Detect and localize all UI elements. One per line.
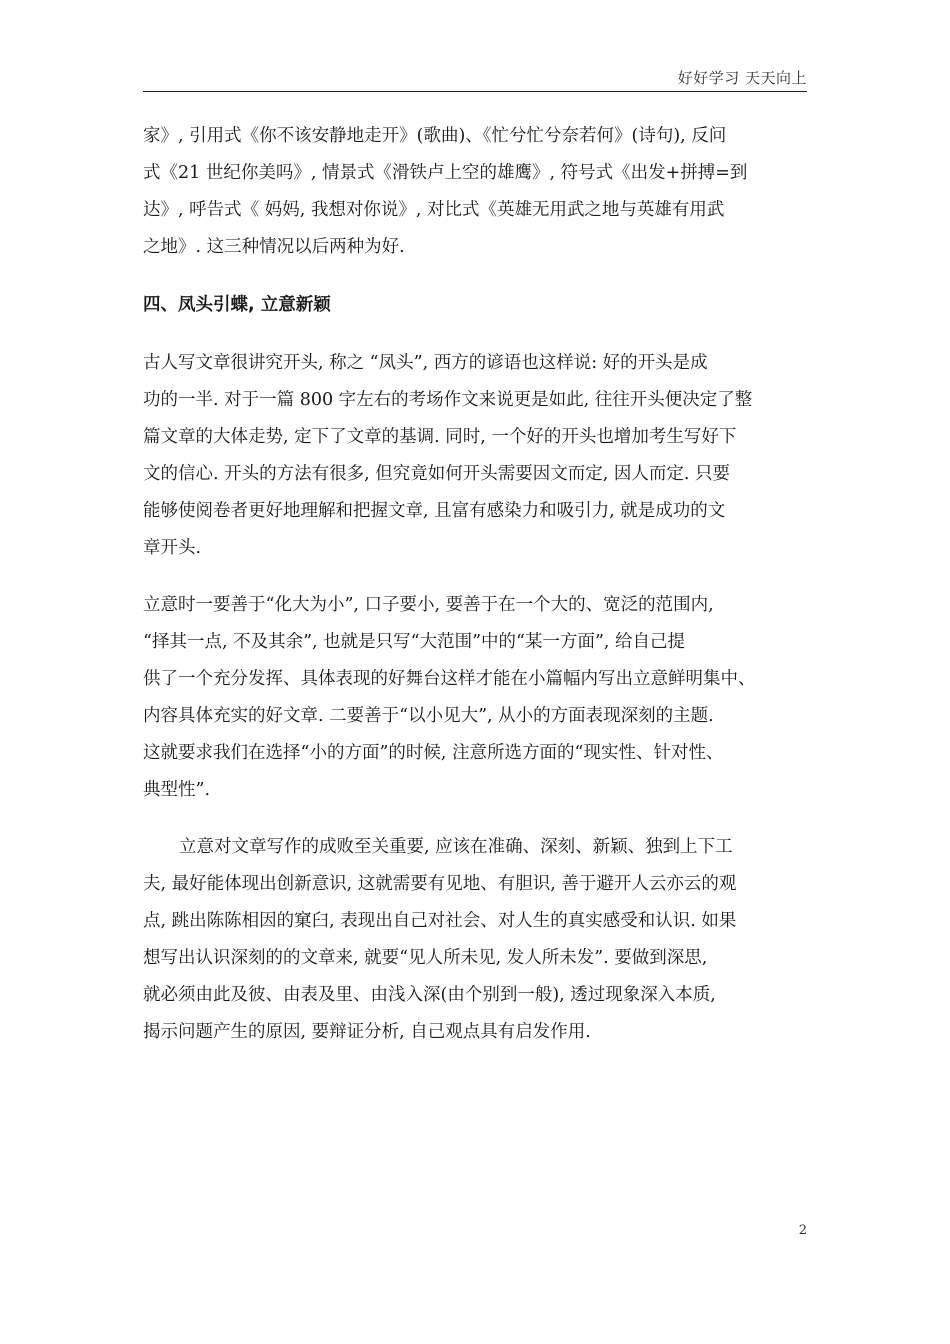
text-line: 古人写文章很讲究开头, 称之 “凤头”, 西方的谚语也这样说: 好的开头是成 xyxy=(143,353,708,373)
text-line: 供了一个充分发挥、具体表现的好舞台这样才能在小篇幅内写出立意鲜明集中、 xyxy=(143,669,756,689)
paragraph-quoted-title-examples xyxy=(143,118,810,266)
text-line: 内容具体充实的好文章. 二要善于“以小见大”, 从小的方面表现深刻的主题. xyxy=(143,706,714,726)
text-line: 立意对文章写作的成败至关重要, 应该在准确、深刻、新颖、独到上下工 xyxy=(179,837,733,857)
text-line: 典型性”. xyxy=(143,780,211,800)
paragraph-opening xyxy=(143,345,810,567)
header-divider xyxy=(143,91,807,92)
running-header: 好好学习 天天向上 xyxy=(677,69,807,87)
text-line: 式《21 世纪你美吗》, 情景式《滑铁卢上空的雄鹰》, 符号式《出发+拼搏=到 xyxy=(143,163,748,183)
paragraph-theme-narrowing xyxy=(143,587,810,809)
text-line: 章开头. xyxy=(143,538,202,558)
text-line: 文的信心. 开头的方法有很多, 但究竟如何开头需要因文而定, 因人而定. 只要 xyxy=(143,464,730,484)
text-line: 篇文章的大体走势, 定下了文章的基调. 同时, 一个好的开头也增加考生写好下 xyxy=(143,427,737,447)
text-line: “择其一点, 不及其余”, 也就是只写“大范围”中的“某一方面”, 给自己提 xyxy=(143,632,686,652)
text-line: 家》, 引用式《你不该安静地走开》(歌曲)、《忙兮忙兮奈若何》(诗句), 反问 xyxy=(143,126,727,146)
page-number: 2 xyxy=(798,1223,807,1238)
text-line: 夫, 最好能体现出创新意识, 这就需要有见地、有胆识, 善于避开人云亦云的观 xyxy=(143,874,737,894)
text-line: 达》, 呼告式《 妈妈, 我想对你说》, 对比式《英雄无用武之地与英雄有用武 xyxy=(143,200,725,220)
text-line: 功的一半. 对于一篇 800 字左右的考场作文来说更是如此, 往往开头便决定了整 xyxy=(143,390,753,410)
text-line: 点, 跳出陈陈相因的窠臼, 表现出自己对社会、对人生的真实感受和认识. 如果 xyxy=(143,911,737,931)
section-heading: 四、凤头引蝶, 立意新颖 xyxy=(143,295,331,315)
text-line: 揭示问题产生的原因, 要辩证分析, 自己观点具有启发作用. xyxy=(143,1022,591,1042)
document-body xyxy=(143,118,810,1051)
text-line: 能够使阅卷者更好地理解和把握文章, 且富有感染力和吸引力, 就是成功的文 xyxy=(143,501,726,521)
text-line: 想写出认识深刻的的文章来, 就要“见人所未见, 发人所未发”. 要做到深思, xyxy=(143,948,708,968)
text-line: 之地》. 这三种情况以后两种为好. xyxy=(143,237,405,257)
text-line: 就必须由此及彼、由表及里、由浅入深(由个别到一般), 透过现象深入本质, xyxy=(143,985,716,1005)
text-line: 这就要求我们在选择“小的方面”的时候, 注意所选方面的“现实性、针对性、 xyxy=(143,743,724,763)
paragraph-theme-importance xyxy=(143,829,810,1051)
text-line: 立意时一要善于“化大为小”, 口子要小, 要善于在一个大的、宽泛的范围内, xyxy=(143,595,714,615)
